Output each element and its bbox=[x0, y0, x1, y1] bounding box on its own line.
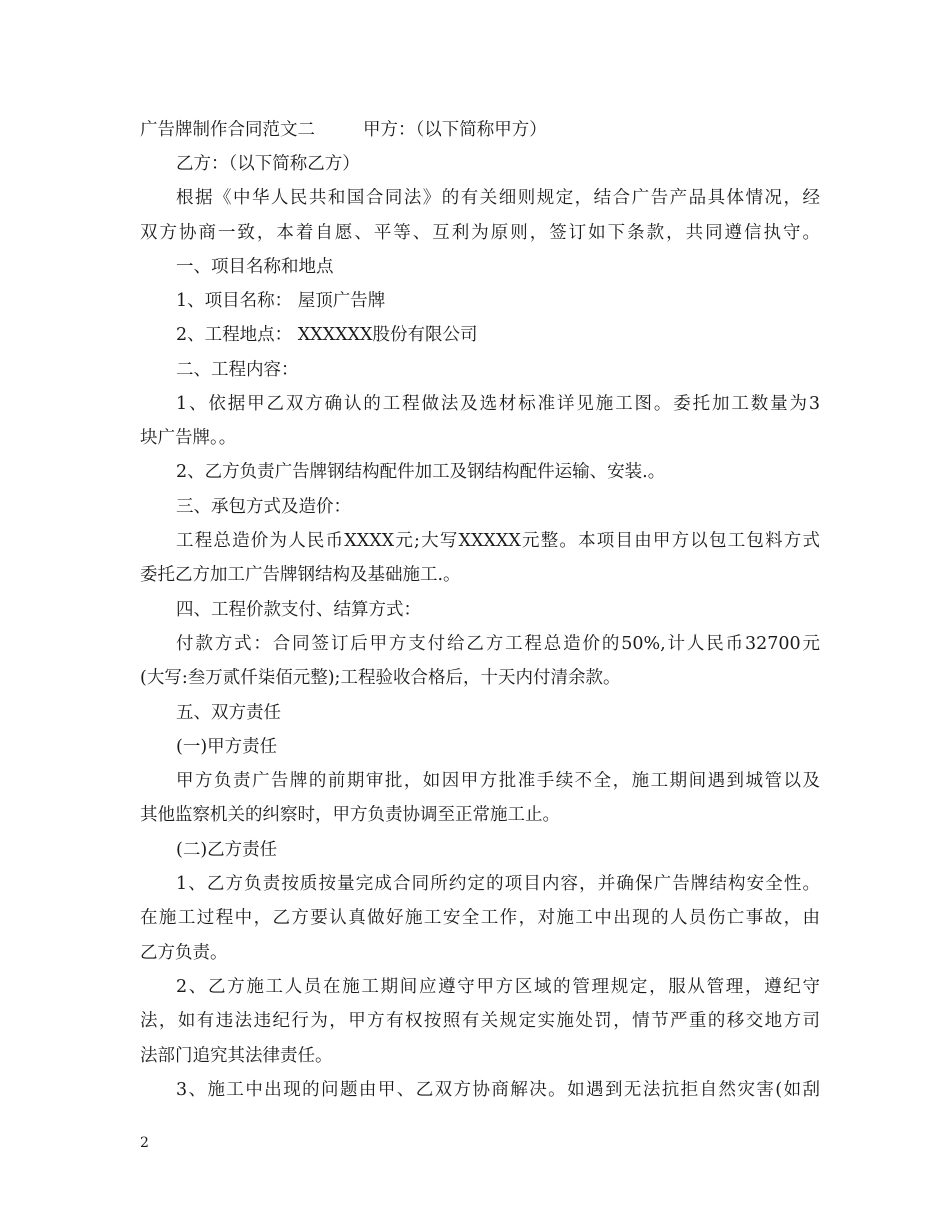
paragraph-line: 1、乙方负责按质按量完成合同所约定的项目内容，并确保广告牌结构安全性。 bbox=[176, 874, 820, 894]
paragraph-line: 1、依据甲乙双方确认的工程做法及选材标准详见施工图。委托加工数量为3 bbox=[176, 394, 820, 414]
paragraph-line: 双方协商一致，本着自愿、平等、互利为原则，签订如下条款，共同遵信执守。 bbox=[140, 223, 820, 243]
section-heading: 四、工程价款支付、结算方式： bbox=[176, 600, 421, 620]
section-heading: 二、工程内容： bbox=[176, 360, 299, 380]
paragraph-line: 乙方负责。 bbox=[140, 943, 228, 963]
paragraph-line: 2、工程地点： XXXXXX股份有限公司 bbox=[176, 325, 478, 345]
paragraph-line: 工程总造价为人民币XXXX元;大写XXXXX元整。本项目由甲方以包工包料方式 bbox=[176, 531, 820, 551]
paragraph-line: 根据《中华人民共和国合同法》的有关细则规定，结合广告产品具体情况，经 bbox=[176, 188, 820, 208]
paragraph-line: 付款方式：合同签订后甲方支付给乙方工程总造价的50%,计人民币32700元 bbox=[176, 634, 820, 654]
paragraph-line: 2、乙方负责广告牌钢结构配件加工及钢结构配件运输、安装.。 bbox=[176, 462, 666, 482]
paragraph-line: 甲方负责广告牌的前期审批，如因甲方批准手续不全，施工期间遇到城管以及 bbox=[176, 771, 820, 791]
section-heading: 三、承包方式及造价： bbox=[176, 497, 351, 517]
paragraph-line: 法部门追究其法律责任。 bbox=[140, 1046, 333, 1066]
paragraph-line: 3、施工中出现的问题由甲、乙双方协商解决。如遇到无法抗拒自然灾害(如刮 bbox=[176, 1080, 820, 1100]
subsection-heading: (二)乙方责任 bbox=[176, 840, 278, 860]
paragraph-line: (大写:叁万贰仟柒佰元整);工程验收合格后，十天内付清余款。 bbox=[140, 668, 621, 688]
section-heading: 五、双方责任 bbox=[176, 703, 281, 723]
paragraph-line: 委托乙方加工广告牌钢结构及基础施工.。 bbox=[140, 565, 461, 585]
paragraph-line: 在施工过程中，乙方要认真做好施工安全工作，对施工中出现的人员伤亡事故，由 bbox=[140, 908, 820, 928]
title-line bbox=[140, 119, 820, 141]
paragraph-line: 块广告牌。。 bbox=[140, 428, 237, 448]
paragraph-line: 1、项目名称： 屋顶广告牌 bbox=[176, 291, 386, 311]
page-number: 2 bbox=[140, 1135, 149, 1151]
subsection-heading: (一)甲方责任 bbox=[176, 737, 278, 757]
paragraph-line: 2、乙方施工人员在施工期间应遵守甲方区域的管理规定，服从管理，遵纪守 bbox=[176, 977, 820, 997]
party-a-line: 甲方：（以下简称甲方） bbox=[363, 120, 547, 140]
paragraph-line: 其他监察机关的纠察时，甲方负责协调至正常施工止。 bbox=[140, 805, 560, 825]
document-title: 广告牌制作合同范文二 bbox=[140, 120, 315, 140]
section-heading: 一、项目名称和地点 bbox=[176, 257, 334, 277]
paragraph-line: 法，如有违法违纪行为，甲方有权按照有关规定实施处罚，情节严重的移交地方司 bbox=[140, 1011, 820, 1031]
paragraph-line: 乙方：（以下简称乙方） bbox=[176, 154, 360, 174]
